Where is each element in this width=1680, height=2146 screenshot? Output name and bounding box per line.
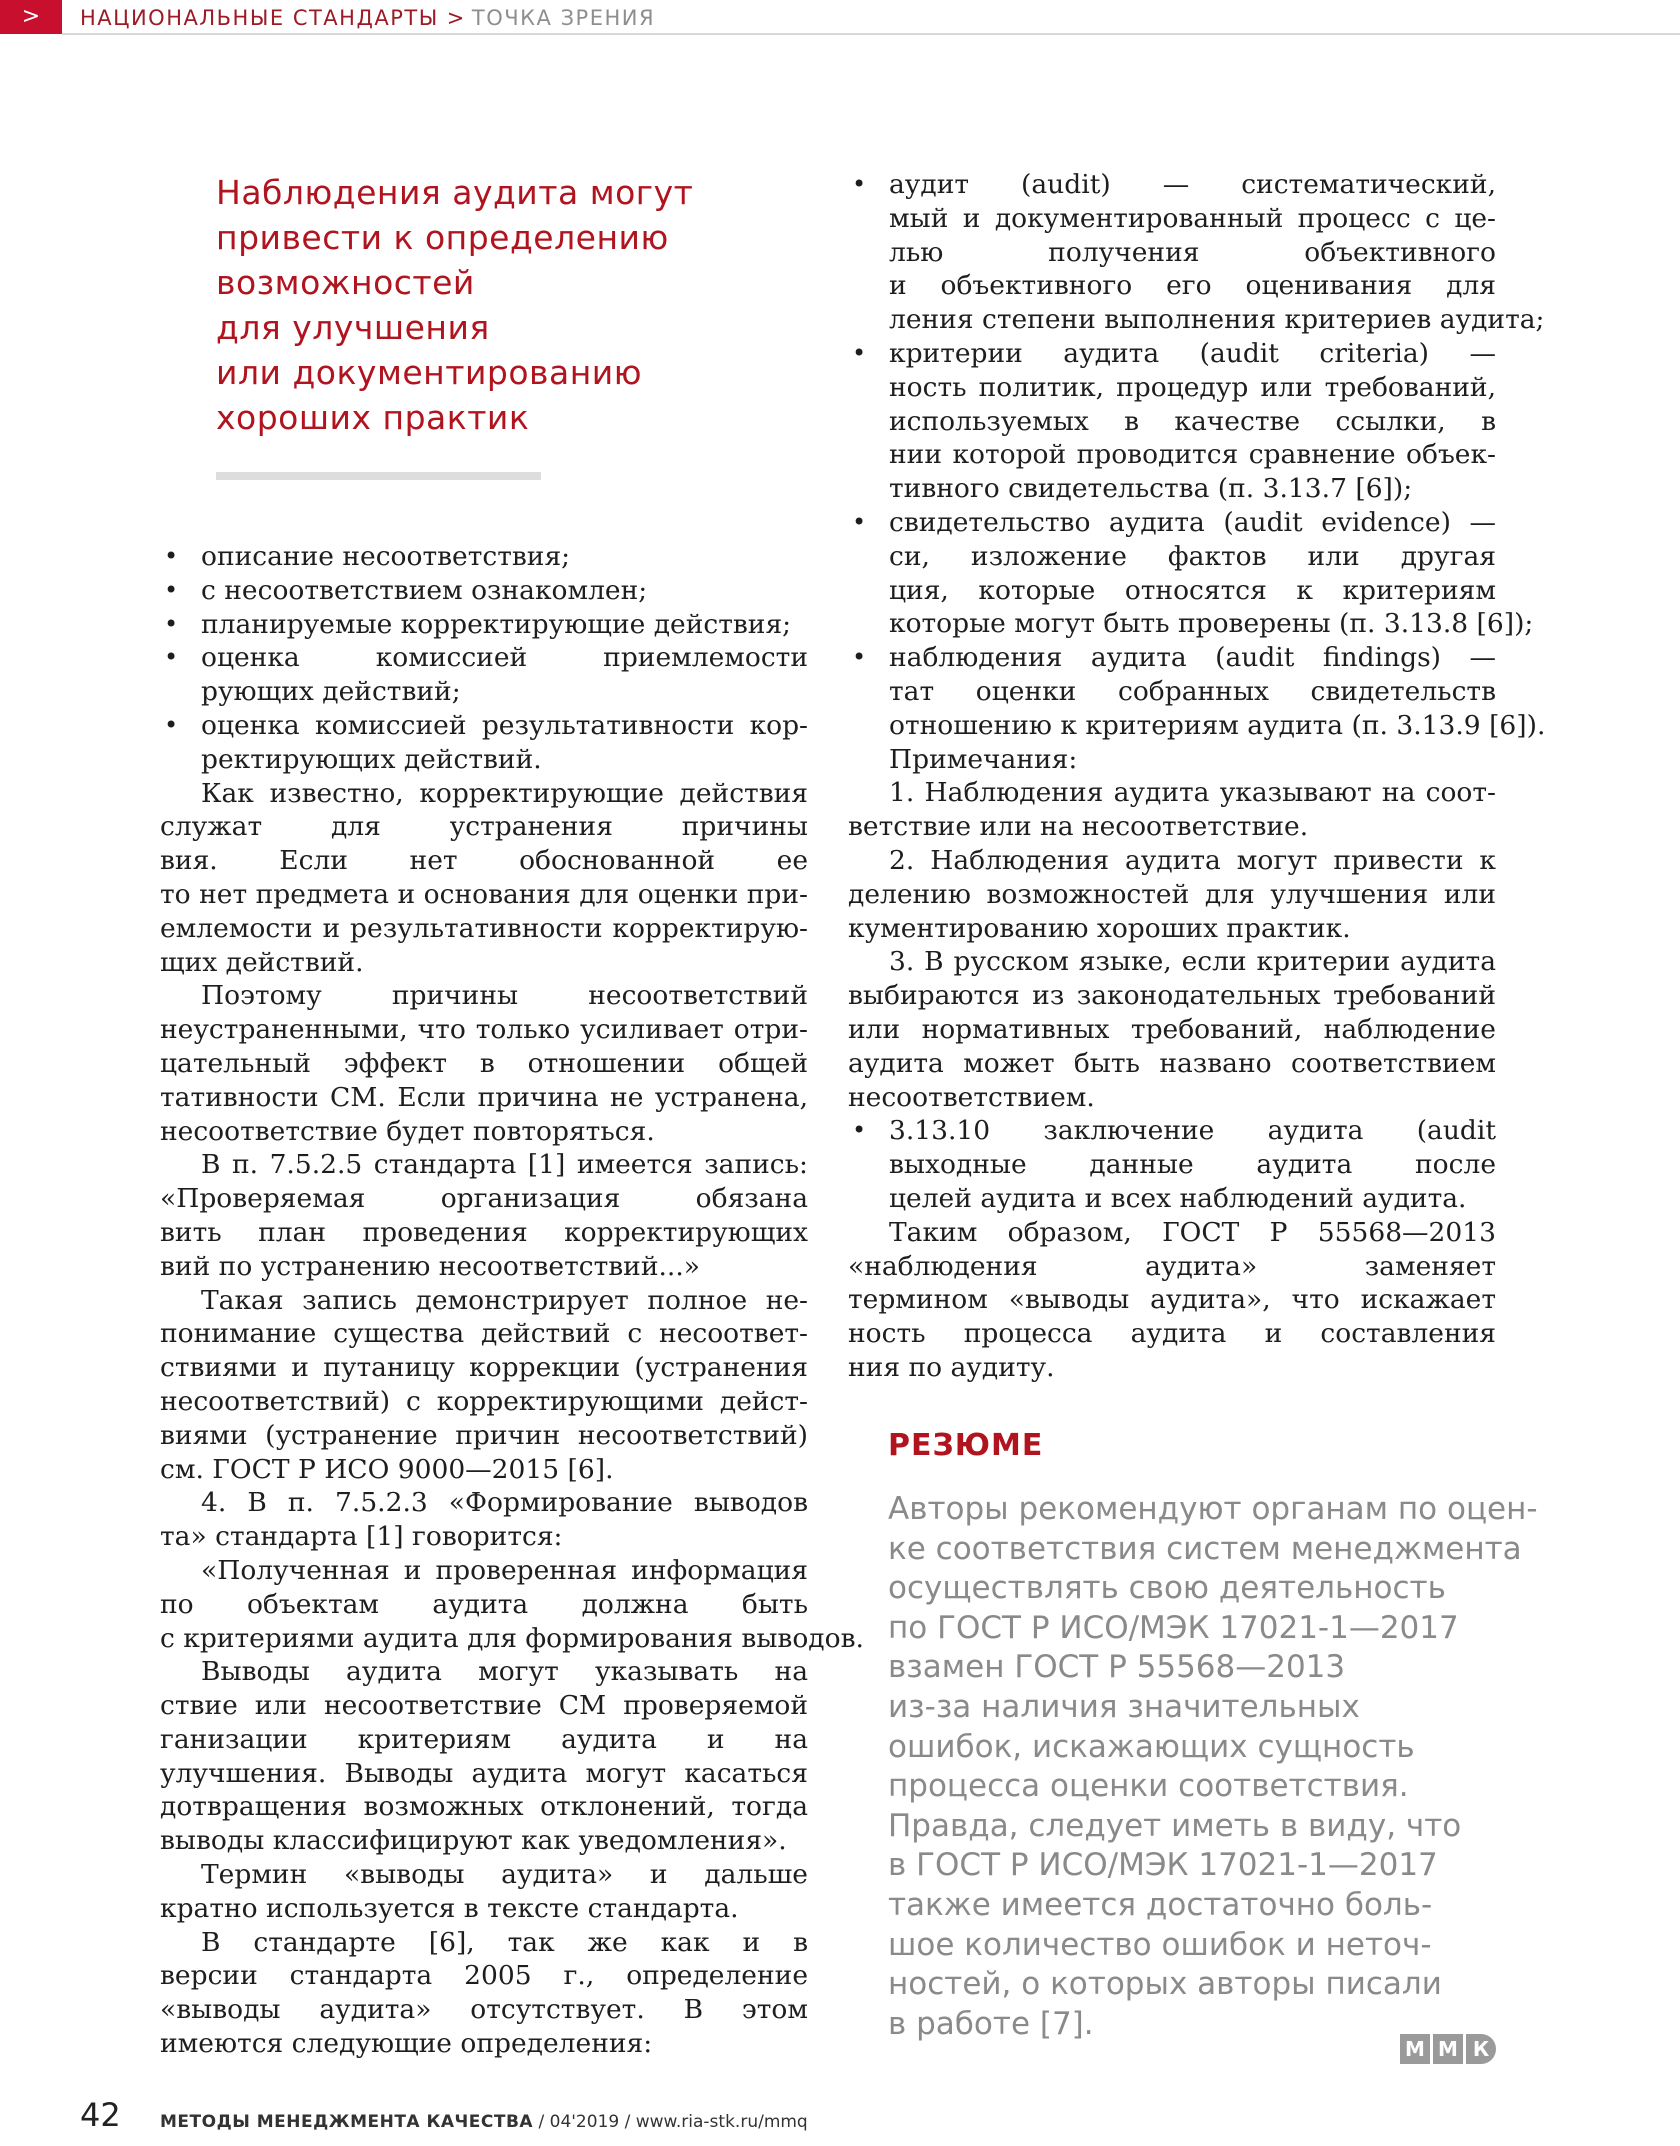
text-line: та» стандарта [1] говорится:	[160, 1521, 563, 1553]
paragraph	[160, 1486, 808, 1554]
text-line: делению возможностей для улучшения или	[848, 878, 1496, 910]
text-line: кументированию хороших практик.	[848, 912, 1351, 944]
text-line: с критериями аудита для формирования выводов.	[160, 1622, 864, 1654]
text-line: «наблюдения аудита» заменяет	[848, 1250, 1496, 1282]
section-header	[0, 0, 1680, 34]
text-line: ность процесса аудита и составления	[848, 1318, 1496, 1350]
paragraph	[160, 1926, 808, 2061]
text-line: термином «выводы аудита», что искажает	[848, 1284, 1496, 1316]
text-line: ния по аудиту.	[848, 1351, 1055, 1383]
text-line: выходные данные аудита после	[889, 1149, 1496, 1181]
text-line: с несоответствием ознакомлен;	[201, 574, 648, 606]
text-line: и объективного его оценивания для	[889, 270, 1496, 302]
text-line: выбираются из законодательных требований	[848, 980, 1496, 1012]
summary-line: процесса оценки соответствия.	[888, 1768, 1409, 1805]
text-line: тивного свидетельства (п. 3.13.7 [6]);	[889, 473, 1413, 505]
text-line: си, изложение фактов или другая	[889, 540, 1496, 572]
pull-quote-line: для улучшения	[216, 308, 490, 347]
text-line: или нормативных требований, наблюдение	[848, 1013, 1496, 1045]
text-line: ганизации критериям аудита и на	[160, 1723, 808, 1755]
text-line: критерии аудита (audit criteria) —	[889, 337, 1496, 369]
text-line: то нет предмета и основания для оценки при-	[160, 878, 808, 910]
breadcrumb-separator: >	[446, 6, 466, 30]
summary-line: Авторы рекомендуют органам по оцен-	[888, 1491, 1538, 1527]
text-line: описание несоответствия;	[201, 541, 571, 572]
text-line: лью получения объективного	[889, 236, 1496, 268]
bullet-icon: •	[164, 643, 179, 672]
text-line: виями (устранение причин несоответствий)	[160, 1419, 808, 1451]
pull-quote-line: или документированию	[216, 353, 642, 392]
bullet-icon: •	[852, 507, 867, 536]
pull-quote-line: возможностей	[216, 263, 475, 302]
list-item	[848, 506, 1534, 641]
logo-letter: М	[1433, 2034, 1463, 2064]
pull-quote-line: привести к определению	[216, 218, 669, 257]
text-line: цательный эффект в отношении общей	[160, 1047, 808, 1079]
text-line: мый и документированный процесс с це-	[889, 202, 1496, 234]
text-line: ция, которые относятся к критериям	[889, 574, 1496, 606]
bullet-icon: •	[852, 643, 867, 672]
text-line: служат для устранения причины	[160, 811, 808, 843]
text-line: Выводы аудита могут указывать на	[201, 1656, 808, 1688]
text-line: свидетельство аудита (audit evidence) —	[889, 506, 1496, 538]
paragraph	[160, 777, 808, 980]
list-item	[160, 574, 808, 608]
journal-title: МЕТОДЫ МЕНЕДЖМЕНТА КАЧЕСТВА	[160, 2112, 534, 2132]
text-line: ствиями и путаницу коррекции (устранения	[160, 1352, 808, 1384]
paragraph	[160, 1655, 808, 1858]
text-line: «выводы аудита» отсутствует. В этом	[160, 1994, 808, 2026]
text-line: оценка комиссией приемлемости	[201, 642, 808, 674]
paragraph	[848, 776, 1496, 844]
right-column	[848, 168, 1546, 1385]
bullet-icon: •	[852, 170, 867, 198]
logo-letter: М	[1400, 2034, 1430, 2064]
text-line: вия. Если нет обоснованной ее	[160, 845, 808, 877]
text-line: ректирующих действий.	[201, 743, 542, 775]
text-line: дотвращения возможных отклонений, тогда	[160, 1791, 808, 1823]
text-line: 3.13.10 заключение аудита (audit	[889, 1115, 1496, 1147]
text-line: ветствие или на несоответствие.	[848, 811, 1309, 843]
text-line: по объектам аудита должна быть	[160, 1588, 808, 1620]
text-line: «Полученная и проверенная информация	[201, 1554, 808, 1586]
text-line: оценка комиссией результативности кор-	[201, 709, 808, 741]
pull-quote	[216, 170, 776, 440]
paragraph	[848, 945, 1496, 1114]
text-line: вий по устранению несоответствий...»	[160, 1250, 700, 1282]
paragraph	[848, 844, 1496, 945]
text-line: которые могут быть проверены (п. 3.13.8 [6]);	[889, 608, 1534, 640]
issue-number: / 04'2019 /	[533, 2112, 636, 2132]
text-line: 2. Наблюдения аудита могут привести к	[889, 844, 1496, 876]
text-line: планируемые корректирующие действия;	[201, 608, 792, 640]
text-line: целей аудита и всех наблюдений аудита.	[889, 1182, 1467, 1214]
pull-quote-divider	[216, 472, 541, 480]
summary-line: из-за наличия значительных	[888, 1688, 1360, 1725]
summary-line: по ГОСТ Р ИСО/МЭК 17021-1—2017	[888, 1609, 1459, 1646]
page-number: 42	[80, 2096, 121, 2134]
summary-line: шое количество ошибок и неточ-	[888, 1926, 1432, 1963]
text-line: вить план проведения корректирующих	[160, 1216, 808, 1248]
pull-quote-line: Наблюдения аудита могут	[216, 173, 694, 212]
text-line: используемых в качестве ссылки, в	[889, 405, 1496, 437]
text-line: имеются следующие определения:	[160, 2028, 653, 2060]
bullet-icon: •	[852, 1116, 867, 1145]
summary-line: осуществлять свою деятельность	[888, 1570, 1446, 1607]
text-line: ность политик, процедур или требований,	[889, 371, 1496, 403]
text-line: нии которой проводится сравнение объек-	[889, 439, 1496, 471]
pull-quote-line: хороших практик	[216, 398, 530, 437]
text-line: емлемости и результативности корректирую-	[160, 912, 808, 944]
text-line: Как известно, корректирующие действия	[201, 777, 808, 809]
left-column	[160, 540, 864, 2061]
text-line: тат оценки собранных свидетельств	[889, 675, 1496, 707]
logo-letter: К	[1466, 2034, 1496, 2064]
text-line: тативности СМ. Если причина не устранена,	[160, 1081, 808, 1113]
text-line: выводы классифицируют как уведомления».	[160, 1825, 787, 1857]
bullet-icon: •	[164, 575, 179, 604]
summary-title: РЕЗЮМЕ	[888, 1428, 1044, 1463]
list-item	[848, 641, 1546, 742]
text-line: 3. В русском языке, если критерии аудита	[889, 946, 1496, 978]
breadcrumb	[80, 2, 655, 34]
text-line: версии стандарта 2005 г., определение	[160, 1960, 808, 1992]
summary-line: ошибок, искажающих сущность	[888, 1728, 1415, 1765]
text-line: Поэтому причины несоответствий	[201, 980, 808, 1012]
summary-line: ке соответствия систем менеджмента	[888, 1530, 1522, 1567]
list-item	[848, 168, 1545, 337]
summary-text	[888, 1490, 1538, 2044]
text-line: см. ГОСТ Р ИСО 9000—2015 [6].	[160, 1453, 614, 1485]
text-line: неустраненными, что только усиливает отри-	[160, 1014, 808, 1046]
list-item	[848, 1114, 1496, 1215]
summary-line: в работе [7].	[888, 2005, 1094, 2042]
breadcrumb-section: НАЦИОНАЛЬНЫЕ СТАНДАРТЫ	[80, 6, 439, 30]
paragraph	[160, 1858, 808, 1926]
text-line: Такая запись демонстрирует полное не-	[201, 1284, 808, 1316]
text-line: щих действий.	[160, 946, 364, 978]
summary-line: Правда, следует иметь в виду, что	[888, 1807, 1462, 1844]
text-line: несоответствие будет повторяться.	[160, 1115, 655, 1147]
text-line: аудита может быть названо соответствием	[848, 1047, 1496, 1079]
text-line: несоответствий) с корректирующими дейст-	[160, 1385, 808, 1417]
bullet-icon: •	[852, 338, 867, 367]
paragraph	[848, 1216, 1496, 1385]
text-line: Термин «выводы аудита» и дальше	[201, 1859, 808, 1891]
text-line: ствие или несоответствие СМ проверяемой	[160, 1690, 808, 1722]
bullet-icon: •	[164, 710, 179, 739]
text-line: 4. В п. 7.5.2.3 «Формирование выводов	[201, 1487, 808, 1519]
list-item	[160, 641, 808, 709]
journal-logo	[1400, 2034, 1496, 2064]
text-line: «Проверяемая организация обязана	[160, 1183, 808, 1215]
summary-line: также имеется достаточно боль-	[888, 1886, 1433, 1923]
list-item	[848, 337, 1496, 506]
text-line: понимание существа действий с несоответ-	[160, 1318, 808, 1350]
text-line: аудит (audit) — систематический,	[889, 169, 1496, 200]
journal-url: www.ria-stk.ru/mmq	[635, 2112, 808, 2132]
text-line: 1. Наблюдения аудита указывают на соот-	[889, 777, 1496, 809]
list-item	[160, 608, 808, 642]
text-line: В стандарте [6], так же как и в	[201, 1926, 808, 1958]
text-line: рующих действий;	[201, 676, 461, 708]
bullet-icon: •	[164, 542, 179, 570]
summary-line: в ГОСТ Р ИСО/МЭК 17021-1—2017	[888, 1847, 1438, 1884]
list-item	[160, 540, 808, 574]
chevron-right-icon: >	[0, 0, 62, 34]
text-line: В п. 7.5.2.5 стандарта [1] имеется запись:	[201, 1149, 808, 1181]
summary-line: взамен ГОСТ Р 55568—2013	[888, 1649, 1346, 1686]
list-item	[160, 709, 808, 777]
notes-label: Примечания:	[889, 743, 1078, 775]
summary-line: ностей, о которых авторы писали	[888, 1966, 1442, 2003]
text-line: наблюдения аудита (audit findings) —	[889, 642, 1496, 674]
paragraph	[160, 1554, 864, 1655]
breadcrumb-subsection: ТОЧКА ЗРЕНИЯ	[471, 6, 656, 30]
bullet-icon: •	[164, 609, 179, 638]
paragraph	[160, 1148, 808, 1283]
text-line: отношению к критериям аудита (п. 3.13.9 [6]).	[889, 709, 1546, 741]
paragraph	[160, 1284, 808, 1487]
text-line: Таким образом, ГОСТ Р 55568—2013	[889, 1216, 1496, 1248]
text-line: улучшения. Выводы аудита могут касаться	[160, 1757, 808, 1789]
paragraph	[160, 979, 808, 1148]
text-line: ления степени выполнения критериев аудита;	[889, 304, 1545, 336]
text-line: несоответствием.	[848, 1081, 1095, 1113]
page-footer	[160, 2112, 808, 2132]
text-line: кратно используется в тексте стандарта.	[160, 1892, 739, 1924]
